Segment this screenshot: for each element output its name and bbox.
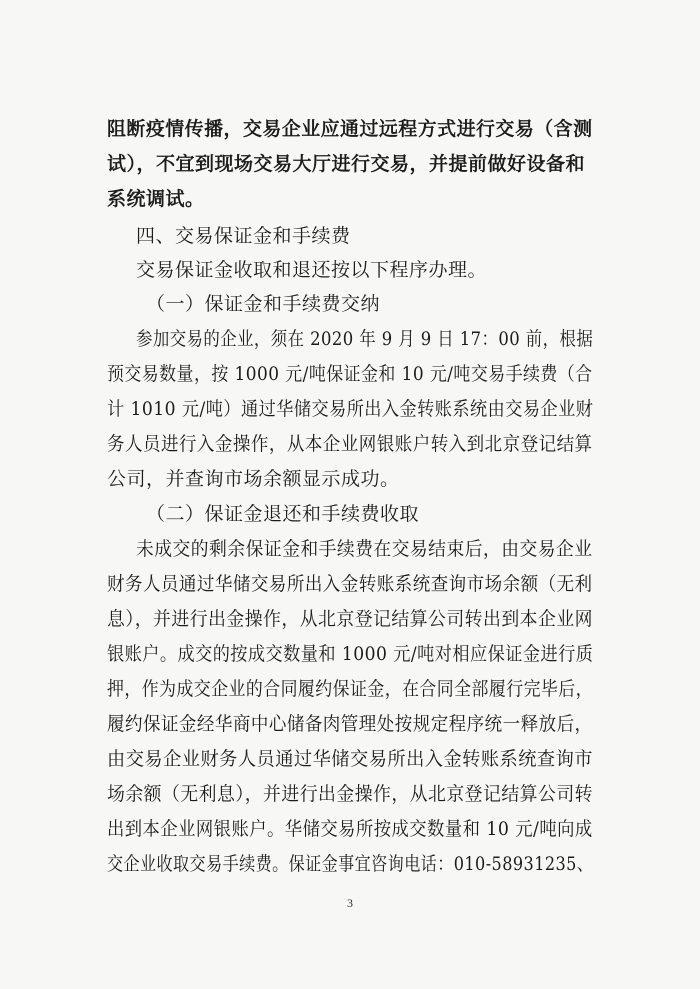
paragraph-line: 由交易企业财务人员通过华储交易所出入金转账系统查询市 [107,748,594,770]
paragraph-line: 交企业收取交易手续费。保证金事宜咨询电话：010-58931235、 [107,853,594,875]
paragraph-line: 预交易数量，按 1000 元/吨保证金和 10 元/吨交易手续费（合 [107,363,593,385]
paragraph-line: 场余额（无利息），并进行出金操作，从北京登记结算公司转 [107,783,594,805]
paragraph-line: 息），并进行出金操作，从北京登记结算公司转出到本企业网 [107,608,594,630]
paragraph-line [136,327,593,351]
paragraph-line: 交易保证金收取和退还按以下程序办理。 [136,259,488,281]
subsection-heading: （一）保证金和手续费交纳 [146,293,381,315]
paragraph-line: 阻断疫情传播，交易企业应通过远程方式进行交易（含测 [107,118,593,140]
paragraph-line: 系统调试。 [107,188,205,210]
subsection-heading: （二）保证金退还和手续费收取 [146,503,420,525]
section-heading: 四、交易保证金和手续费 [136,225,351,247]
paragraph-line: 公司，并查询市场余额显示成功。 [107,468,400,490]
page-number: 3 [347,896,353,910]
paragraph-line: 财务人员通过华储交易所出入金转账系统查询市场余额（无利 [107,573,593,595]
paragraph-line: 银账户。成交的按成交数量和 1000 元/吨对相应保证金进行质 [107,643,594,665]
paragraph-line: 试），不宜到现场交易大厅进行交易，并提前做好设备和 [107,153,586,175]
text-run: 参加交易的企业，须在 2020 年 9 月 9 日 17：00 前，根据 [136,328,594,350]
paragraph-line: 未成交的剩余保证金和手续费在交易结束后，由交易企业 [136,538,593,560]
paragraph-line: 出到本企业网银账户。华储交易所按成交数量和 10 元/吨向成 [107,818,593,840]
paragraph-line: 务人员进行入金操作，从本企业网银账户转入到北京登记结算 [107,433,593,455]
paragraph-line: 计 1010 元/吨）通过华储交易所出入金转账系统由交易企业财 [107,398,594,420]
paragraph-line: 履约保证金经华商中心储备肉管理处按规定程序统一释放后， [107,713,593,735]
paragraph-line: 押，作为成交企业的合同履约保证金，在合同全部履行完毕后， [107,678,594,700]
